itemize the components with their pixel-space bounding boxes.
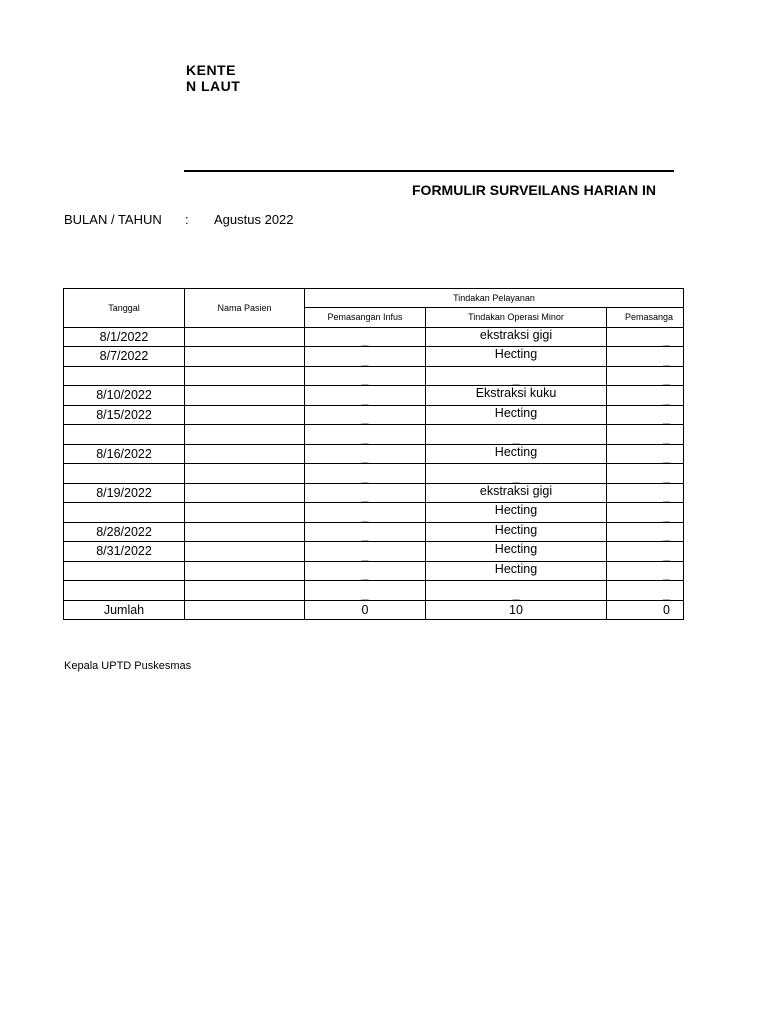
table-row (64, 405, 684, 425)
pemasangan-infus-cell: _ (305, 327, 426, 347)
tanggal-cell: 8/28/2022 (64, 522, 185, 542)
operasi-minor-cell: Hecting (426, 405, 607, 425)
pemasangan-infus-cell: _ (305, 464, 426, 484)
pemasangan-cut-cell: _ (607, 483, 684, 503)
operasi-minor-cell: Hecting (426, 522, 607, 542)
pemasangan-cut-cell: _ (607, 542, 684, 562)
pemasangan-cut-cell: _ (607, 561, 684, 581)
table-row (64, 464, 684, 484)
pemasangan-cut-cell: _ (607, 581, 684, 601)
pemasangan-infus-cell: _ (305, 483, 426, 503)
org-header-line-1: KENTE (186, 62, 236, 78)
operasi-minor-cell: _ (426, 581, 607, 601)
header-tindakan-operasi-minor: Tindakan Operasi Minor (426, 308, 607, 328)
pemasangan-cut-cell: _ (607, 522, 684, 542)
tanggal-cell: 8/10/2022 (64, 386, 185, 406)
nama-pasien-cell (185, 503, 305, 523)
period-label: BULAN / TAHUN (64, 212, 162, 227)
table-row (64, 366, 684, 386)
tanggal-cell (64, 464, 185, 484)
table-row (64, 425, 684, 445)
pemasangan-infus-cell: _ (305, 581, 426, 601)
pemasangan-cut-cell: 0 (607, 600, 684, 620)
operasi-minor-cell: Hecting (426, 503, 607, 523)
tanggal-cell (64, 561, 185, 581)
tanggal-cell (64, 425, 185, 445)
nama-pasien-cell (185, 405, 305, 425)
tanggal-cell (64, 503, 185, 523)
org-header (186, 62, 246, 94)
tanggal-cell: 8/1/2022 (64, 327, 185, 347)
pemasangan-infus-cell: _ (305, 405, 426, 425)
header-tanggal: Tanggal (64, 289, 185, 328)
table-row (64, 503, 684, 523)
table-row (64, 327, 684, 347)
period-value: Agustus 2022 (214, 212, 294, 227)
nama-pasien-cell (185, 561, 305, 581)
pemasangan-infus-cell: 0 (305, 600, 426, 620)
table-row (64, 347, 684, 367)
pemasangan-infus-cell: _ (305, 366, 426, 386)
period-colon: : (185, 212, 189, 227)
pemasangan-infus-cell: _ (305, 503, 426, 523)
pemasangan-cut-cell: _ (607, 503, 684, 523)
operasi-minor-cell: Hecting (426, 444, 607, 464)
nama-pasien-cell (185, 425, 305, 445)
pemasangan-infus-cell: _ (305, 444, 426, 464)
tanggal-cell (64, 581, 185, 601)
tanggal-cell: 8/16/2022 (64, 444, 185, 464)
pemasangan-cut-cell: _ (607, 405, 684, 425)
operasi-minor-cell: _ (426, 425, 607, 445)
header-nama-pasien: Nama Pasien (185, 289, 305, 328)
operasi-minor-cell: 10 (426, 600, 607, 620)
nama-pasien-cell (185, 444, 305, 464)
pemasangan-cut-cell: _ (607, 444, 684, 464)
tanggal-cell: 8/15/2022 (64, 405, 185, 425)
pemasangan-cut-cell: _ (607, 327, 684, 347)
org-header-line-2: N LAUT (186, 78, 241, 94)
operasi-minor-cell: _ (426, 464, 607, 484)
pemasangan-cut-cell: _ (607, 366, 684, 386)
header-pemasangan-infus: Pemasangan Infus (305, 308, 426, 328)
tanggal-cell: 8/31/2022 (64, 542, 185, 562)
nama-pasien-cell (185, 581, 305, 601)
total-label-cell: Jumlah (64, 600, 185, 620)
table-header-row-1 (64, 289, 684, 308)
operasi-minor-cell: Ekstraksi kuku (426, 386, 607, 406)
pemasangan-infus-cell: _ (305, 561, 426, 581)
nama-pasien-cell (185, 347, 305, 367)
form-title: FORMULIR SURVEILANS HARIAN IN (412, 182, 656, 198)
header-pemasangan-cut: Pemasanga (607, 308, 684, 328)
pemasangan-infus-cell: _ (305, 522, 426, 542)
signature-label: Kepala UPTD Puskesmas (64, 660, 192, 672)
nama-pasien-cell (185, 483, 305, 503)
operasi-minor-cell: ekstraksi gigi (426, 327, 607, 347)
operasi-minor-cell: Hecting (426, 542, 607, 562)
table-row (64, 483, 684, 503)
nama-pasien-cell (185, 464, 305, 484)
table-row (64, 444, 684, 464)
operasi-minor-cell: ekstraksi gigi (426, 483, 607, 503)
pemasangan-cut-cell: _ (607, 464, 684, 484)
nama-pasien-cell (185, 327, 305, 347)
table-row (64, 542, 684, 562)
nama-pasien-cell (185, 366, 305, 386)
table-row (64, 386, 684, 406)
pemasangan-infus-cell: _ (305, 542, 426, 562)
pemasangan-cut-cell: _ (607, 425, 684, 445)
pemasangan-cut-cell: _ (607, 347, 684, 367)
tanggal-cell: 8/7/2022 (64, 347, 185, 367)
header-tindakan-pelayanan: Tindakan Pelayanan (305, 289, 684, 308)
nama-pasien-cell (185, 600, 305, 620)
tanggal-cell: 8/19/2022 (64, 483, 185, 503)
table-total-row (64, 600, 684, 620)
pemasangan-cut-cell: _ (607, 386, 684, 406)
pemasangan-infus-cell: _ (305, 347, 426, 367)
nama-pasien-cell (185, 386, 305, 406)
nama-pasien-cell (185, 542, 305, 562)
nama-pasien-cell (185, 522, 305, 542)
surveillance-table (63, 288, 684, 620)
operasi-minor-cell: Hecting (426, 561, 607, 581)
tanggal-cell (64, 366, 185, 386)
table-row (64, 581, 684, 601)
table-row (64, 522, 684, 542)
operasi-minor-cell: _ (426, 366, 607, 386)
pemasangan-infus-cell: _ (305, 425, 426, 445)
table-row (64, 561, 684, 581)
pemasangan-infus-cell: _ (305, 386, 426, 406)
header-rule (184, 170, 674, 172)
operasi-minor-cell: Hecting (426, 347, 607, 367)
